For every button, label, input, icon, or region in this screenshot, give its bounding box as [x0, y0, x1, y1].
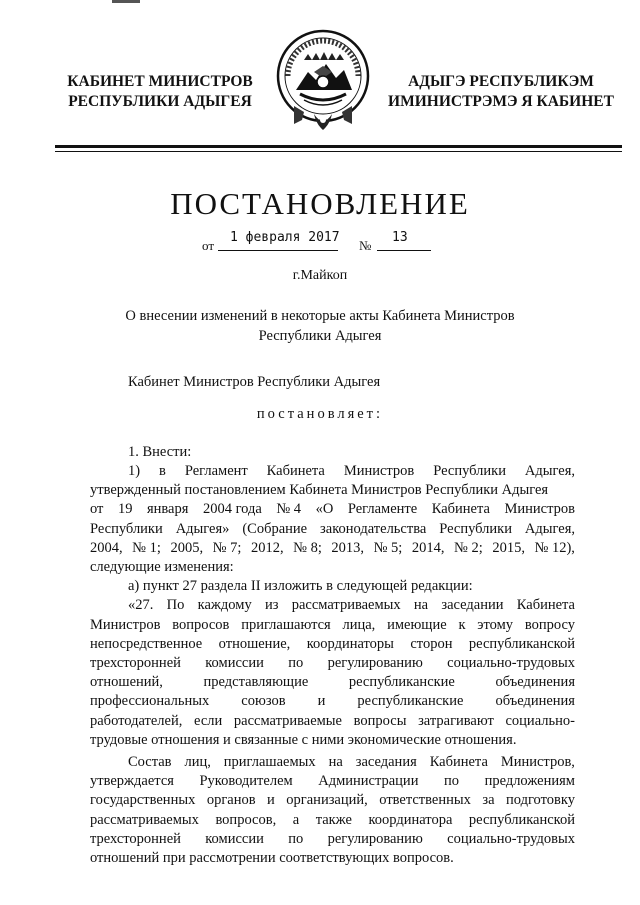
- body-word: 2015,: [492, 539, 525, 556]
- body-word: от: [90, 501, 104, 518]
- body-word: (Собрание: [242, 520, 308, 537]
- body-word: вопросов: [172, 616, 230, 633]
- header-rule-thin: [55, 151, 622, 152]
- date-prefix: от: [202, 238, 215, 253]
- body-word: Администрации: [318, 773, 419, 790]
- body-line: утвержденный постановлением Кабинета Министров Республики Адыгея: [90, 482, 549, 499]
- body-word: Министров,: [500, 754, 575, 770]
- body-word: Министров: [343, 463, 415, 479]
- body-word: Регламенте: [347, 501, 418, 518]
- body-word: Республики: [439, 520, 512, 537]
- body-word: № 5;: [373, 539, 403, 556]
- body-word: социально-: [505, 712, 575, 729]
- body-word: а: [292, 811, 300, 828]
- body-word: из: [264, 597, 279, 614]
- body-word: трехсторонней: [90, 655, 181, 671]
- body-line: [90, 655, 575, 672]
- body-word: заседании: [441, 597, 504, 614]
- body-line: [90, 773, 575, 790]
- body-word: сторон: [410, 635, 453, 652]
- body-word: имеющие: [387, 616, 447, 633]
- scan-artifact: [112, 0, 140, 3]
- body-word: 2004 года: [202, 501, 262, 518]
- body-word: 2014,: [411, 539, 445, 556]
- body-word: заседания: [355, 754, 417, 770]
- body-line: [128, 463, 575, 480]
- body-word: января: [146, 501, 189, 518]
- body-word: лица,: [342, 616, 376, 633]
- body-word: социально-трудовых: [447, 830, 575, 847]
- body-word: приглашаются: [241, 616, 331, 633]
- number-value: 13: [392, 230, 408, 245]
- body-word: 19: [117, 501, 133, 518]
- body-word: регулированию: [327, 655, 423, 671]
- body-word: республиканской: [468, 635, 575, 652]
- header-right: [388, 72, 614, 112]
- body-word: рассматриваемые: [233, 712, 342, 729]
- body-word: союзов: [241, 693, 286, 710]
- body-word: Адыгея,: [524, 463, 575, 479]
- coat-of-arms-icon: [274, 28, 372, 136]
- body-word: социально-трудовых: [447, 655, 575, 671]
- number-underline: [377, 250, 431, 251]
- body-word: отношение,: [218, 635, 291, 652]
- body-word: также: [315, 811, 352, 828]
- body-word: представляющие: [203, 674, 309, 691]
- body-word: затрагивают: [418, 712, 494, 729]
- body-line: [90, 674, 575, 691]
- body-word: Министров: [90, 616, 161, 633]
- body-word: Руководителем: [199, 773, 293, 790]
- body-word: 2004,: [90, 539, 123, 556]
- body-word: № 1;: [132, 539, 161, 556]
- subject-line2: Республики Адыгея: [258, 328, 382, 344]
- date-underline: [218, 250, 338, 251]
- body-word: приглашаемых: [223, 754, 316, 770]
- body-line: [90, 812, 575, 829]
- body-word: № 8;: [293, 539, 322, 556]
- body-word: республиканской: [468, 811, 575, 828]
- body-word: рассматриваемых: [90, 811, 199, 828]
- body-word: республиканские: [348, 674, 455, 691]
- body-word: Республики: [433, 463, 506, 479]
- body-word: комиссии: [205, 655, 264, 671]
- body-word: комиссии: [205, 830, 264, 847]
- body-word: лиц,: [184, 754, 211, 770]
- body-word: утверждается: [90, 773, 174, 790]
- body-word: по: [288, 830, 304, 847]
- header-right-line2: ИМИНИСТРЭМЭ Я КАБИНЕТ: [388, 93, 614, 110]
- header-left: [60, 72, 260, 112]
- body-word: предложениям: [484, 773, 575, 790]
- document-title: ПОСТАНОВЛЕНИЕ: [170, 186, 470, 221]
- body-line: [90, 713, 575, 730]
- city: г.Майкоп: [292, 268, 348, 283]
- body-word: трехсторонней: [90, 830, 181, 847]
- body-word: № 4: [276, 501, 302, 518]
- body-word: вопросу: [524, 616, 575, 633]
- body-word: органов: [206, 792, 256, 809]
- body-word: на: [413, 597, 429, 614]
- body-word: ответственных: [379, 792, 471, 809]
- body-word: организаций,: [286, 792, 368, 809]
- body-word: отношений,: [90, 674, 163, 691]
- body-line: [90, 540, 575, 557]
- body-word: 2013,: [331, 539, 365, 556]
- body-word: Кабинета: [516, 597, 575, 614]
- body-word: и: [267, 792, 275, 809]
- body-line: [90, 831, 575, 848]
- body-line: [90, 617, 575, 634]
- header-rule-thick: [55, 145, 622, 148]
- body-word: Состав: [128, 754, 172, 770]
- body-word: 1): [128, 463, 141, 479]
- body-word: 2005,: [170, 539, 204, 556]
- body-line: а) пункт 27 раздела II изложить в следующей редакции:: [128, 578, 473, 595]
- body-word: подготовку: [506, 792, 575, 809]
- subject: [100, 306, 540, 346]
- decides: постановляет:: [256, 406, 384, 422]
- body-word: координаторы: [306, 635, 394, 652]
- body-word: Регламент: [184, 463, 248, 479]
- body-word: к: [458, 616, 466, 633]
- body-word: рассматриваемых: [291, 597, 401, 614]
- issuer: Кабинет Министров Республики Адыгея: [128, 374, 381, 390]
- body-line: [128, 597, 575, 614]
- body-word: республиканские: [357, 693, 464, 710]
- body-word: Кабинета: [431, 501, 490, 518]
- body-word: законодательства: [320, 520, 427, 537]
- body-word: этому: [477, 616, 514, 633]
- body-line: [90, 501, 575, 518]
- body-word: «27.: [128, 597, 154, 614]
- body-word: Адыгея»: [175, 520, 230, 537]
- date-number-row: [0, 230, 640, 254]
- body-word: вопросы: [353, 712, 407, 729]
- body-word: регулированию: [327, 830, 423, 847]
- body-word: профессиональных: [90, 693, 210, 710]
- body-word: № 7;: [212, 539, 242, 556]
- body-line: следующие изменения:: [90, 559, 234, 575]
- header-left-line2: РЕСПУБЛИКИ АДЫГЕЯ: [68, 93, 252, 110]
- body-word: за: [482, 792, 495, 809]
- body-word: № 2;: [454, 539, 483, 556]
- body-word: № 12),: [534, 539, 575, 556]
- body-word: государственных: [90, 792, 196, 809]
- body-word: Министров: [504, 501, 575, 518]
- body-line: [90, 792, 575, 809]
- body-line: [90, 636, 575, 653]
- body-word: работодателей,: [90, 712, 183, 729]
- body-word: по: [288, 655, 304, 671]
- body-line: отношений при рассмотрении соответствующих вопросов.: [90, 850, 454, 866]
- body-word: вопросов,: [215, 811, 277, 828]
- body-word: Республики: [90, 520, 163, 537]
- body-word: Кабинета: [429, 754, 488, 770]
- body-word: на: [328, 754, 343, 770]
- body-word: если: [194, 712, 223, 729]
- item-1: 1. Внести:: [128, 444, 192, 460]
- body-line: [90, 693, 575, 710]
- body-line: трудовые отношения и связанные с ними экономические отношения.: [90, 731, 517, 748]
- body-word: «О: [315, 501, 334, 518]
- date-value: 1 февраля 2017: [230, 230, 340, 245]
- body-word: в: [159, 463, 166, 479]
- body-line: [128, 754, 575, 771]
- body-word: Адыгея,: [524, 520, 575, 537]
- header-left-line1: КАБИНЕТ МИНИСТРОВ: [67, 73, 253, 90]
- body-word: объединения: [495, 693, 575, 710]
- header-right-line1: АДЫГЭ РЕСПУБЛИКЭМ: [408, 73, 594, 90]
- body-word: объединения: [495, 674, 575, 691]
- body-word: по: [444, 773, 460, 790]
- body-word: непосредственное: [90, 635, 203, 652]
- subject-line1: О внесении изменений в некоторые акты Кабинета Министров: [125, 308, 515, 324]
- body-word: каждому: [197, 597, 252, 614]
- body-word: По: [166, 597, 185, 614]
- body-word: 2012,: [250, 539, 284, 556]
- body-word: Кабинета: [266, 463, 325, 479]
- body-line: [90, 521, 575, 538]
- number-sign: №: [359, 238, 372, 253]
- body-word: координатора: [368, 811, 453, 828]
- body-word: и: [317, 693, 326, 710]
